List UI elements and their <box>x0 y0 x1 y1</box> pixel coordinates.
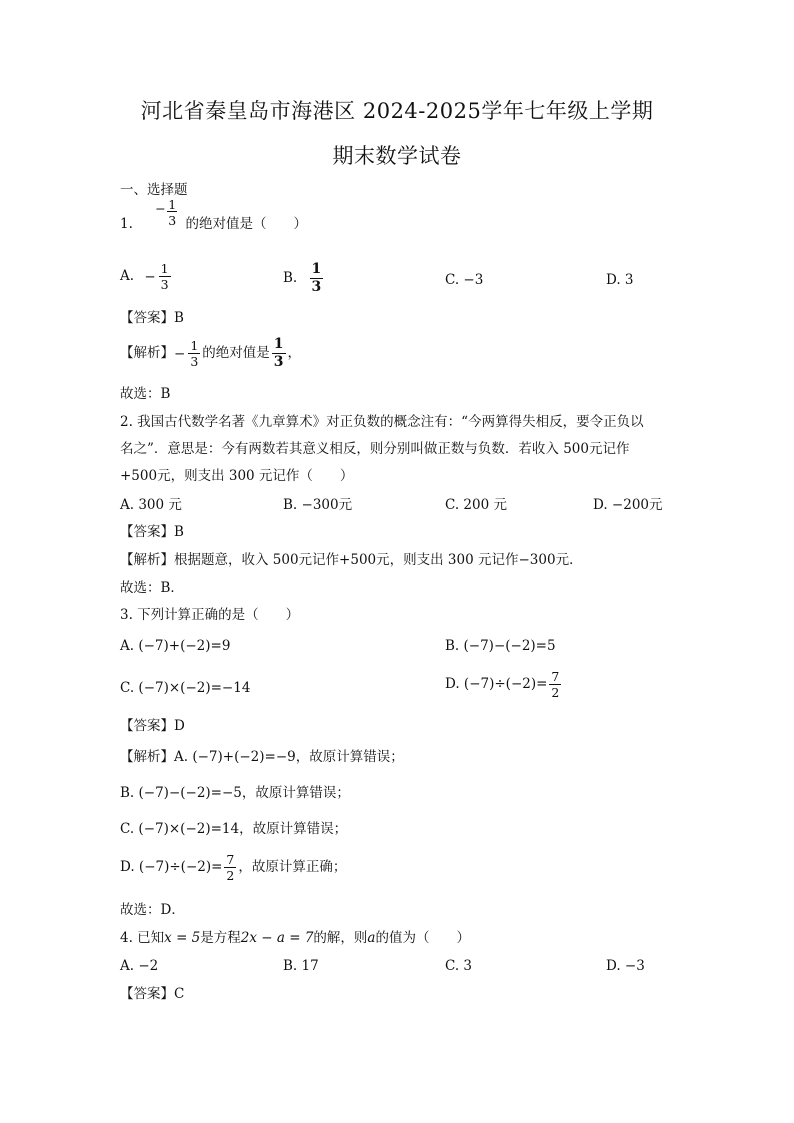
q2-analysis: 【解析】根据题意，收入 500元记作+500元，则支出 300 元记作−300元． <box>120 552 583 568</box>
q4-equation: 2x − a = 7 <box>240 930 314 946</box>
q4-x-eq: x = 5 <box>164 930 201 946</box>
q1-option-d: D. 3 <box>606 272 634 288</box>
q1-frac-den: 3 <box>168 213 177 228</box>
q4-option-b: B. 17 <box>283 958 319 974</box>
q1-number: 1. <box>120 216 133 232</box>
q1-fraction <box>137 197 177 228</box>
q1-option-c: C. −3 <box>445 272 484 288</box>
q4-var-a: a <box>367 930 376 946</box>
q3-answer: 【答案】D <box>120 718 185 734</box>
q1-option-a: A. − $\frac{1}{3}$ <box>120 261 169 292</box>
q1-stem <box>120 197 307 233</box>
q4-stem: 4. 已知x = 5是方程2x − a = 7的解，则a的值为（ ） <box>120 930 470 946</box>
q4-option-c: C. 3 <box>445 958 473 974</box>
q1-text: 的绝对值是（ ） <box>185 216 307 232</box>
section-heading: 一、选择题 <box>120 182 188 198</box>
q1-frac-sign: − <box>155 201 166 216</box>
q3-option-d: D. (−7)÷(−2)= $\frac{7}{2}$ <box>445 669 560 700</box>
q2-stem-line2: 名之”．意思是：今有两数若其意义相反，则分别叫做正数与负数．若收入 500元记作 <box>120 441 630 457</box>
q2-stem-line3: +500元，则支出 300 元记作（ ） <box>120 468 354 484</box>
q2-choice: 故选：B． <box>120 580 184 596</box>
q3-option-b: B. (−7)−(−2)=5 <box>445 638 556 654</box>
q2-answer: 【答案】B <box>120 524 184 540</box>
q4-answer: 【答案】C <box>120 986 185 1002</box>
q3-analysis-c: C. (−7)×(−2)=14，故原计算错误； <box>120 821 348 837</box>
q2-option-c: C. 200 元 <box>445 497 507 513</box>
q2-option-b: B. −300元 <box>283 497 353 513</box>
q3-option-a: A. (−7)+(−2)=9 <box>120 638 231 654</box>
q3-stem: 3. 下列计算正确的是（ ） <box>120 607 300 623</box>
exam-title-line1: 河北省秦皇岛市海港区 2024-2025学年七年级上学期 <box>140 99 654 123</box>
q1-option-b: B. $\frac{1}{3}$ <box>283 261 322 295</box>
q2-option-d: D. −200元 <box>593 497 663 513</box>
exam-title-line2: 期末数学试卷 <box>332 144 462 168</box>
q2-stem-line1: 2. 我国古代数学名著《九章算术》对正负数的概念注有：“今两算得失相反，要令正负以 <box>120 414 644 430</box>
q1-analysis: 【解析】− $\frac{1}{3}$ 的绝对值是 $\frac{1}{3}$ ， <box>120 336 302 370</box>
q4-option-d: D. −3 <box>606 958 645 974</box>
q3-analysis-a: 【解析】A. (−7)+(−2)=−9，故原计算错误； <box>120 749 404 765</box>
q2-option-a: A. 300 元 <box>120 497 182 513</box>
q3-analysis-d: D. (−7)÷(−2)= $\frac{7}{2}$ ，故原计算正确； <box>120 852 347 883</box>
q1-choice: 故选：B <box>120 386 171 402</box>
q1-frac-num: 1 <box>168 197 177 212</box>
q3-analysis-b: B. (−7)−(−2)=−5，故原计算错误； <box>120 785 350 801</box>
q3-option-c: C. (−7)×(−2)=−14 <box>120 680 251 696</box>
q1-answer: 【答案】B <box>120 310 184 326</box>
q4-option-a: A. −2 <box>120 958 159 974</box>
q3-choice: 故选：D． <box>120 902 185 918</box>
